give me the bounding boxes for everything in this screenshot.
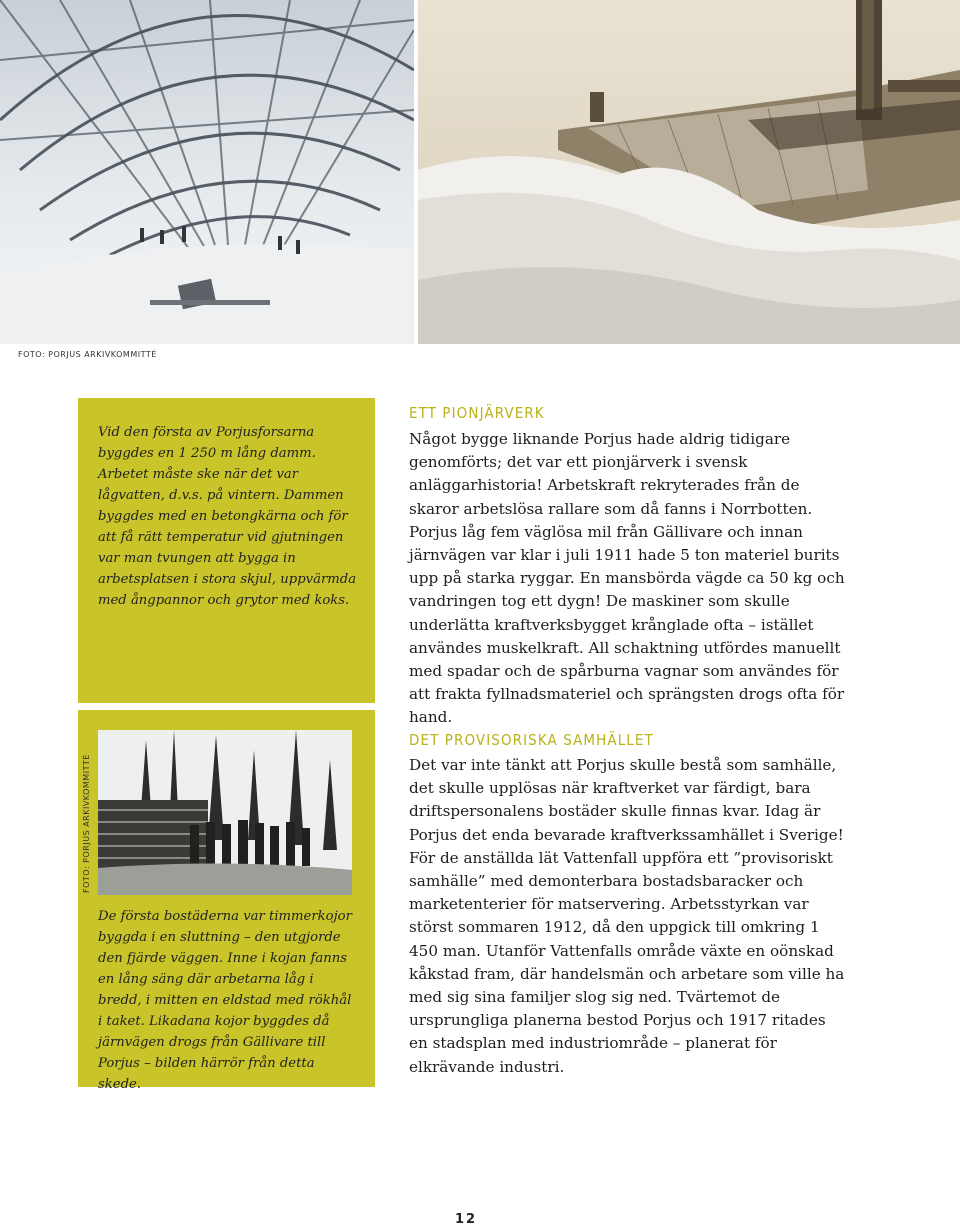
photo-credit: FOTO: PORJUS ARKIVKOMMITTÉ: [18, 350, 157, 359]
section-body-provisional: Det var inte tänkt att Porjus skulle bestå som samhälle, det skulle upplösas när kraftverket var färdigt, bara driftspersonalens bostäder skulle finnas kvar. Idag är Porjus det enda bevarade kraftverkssamhället i Sverige! För de anställda lät Vattenfall uppföra ett ”provisoriskt samhälle” med demonterbara bostadsbaracker och marketenterier för matservering. Arbetsstyrkan var störst sommaren 1912, då den uppgick till omkring 1 450 man. Utanför Vattenfalls område växte en oönskad kåkstad fram, där handelsmän och arbetare som ville ha med sig sina familjer slog sig ned. Tvärtemot de ursprungliga planerna bestod Porjus och 1917 ritades en stadsplan med industriområde – planerat för elkrävande industri.: [409, 756, 845, 1076]
construction-shed-photo: [0, 0, 414, 344]
log-cabin-workers-photo: [98, 730, 352, 895]
section-heading-pioneer: ETT PIONJÄRVERK: [409, 404, 545, 422]
dam-photo: [418, 0, 960, 344]
caption-log-cabins: De första bostäderna var timmerkojor byggda i en sluttning – den utgjorde den fjärde väggen. Inne i kojan fanns en lång säng där arbetarna låg i bredd, i mitten en eldstad med rökhål i taket. Likadana kojor byggdes då järnvägen drogs från Gällivare till Porjus – bilden härrör från detta skede.: [98, 909, 352, 1092]
section-heading-provisional: DET PROVISORISKA SAMHÄLLET: [409, 731, 654, 749]
photo-credit-vertical: FOTO: PORJUS ARKIVKOMMITTÉ: [82, 754, 91, 893]
caption-dam-construction: Vid den första av Porjusforsarna byggdes en 1 250 m lång damm. Arbetet måste ske när det var lågvatten, d.v.s. på vintern. Dammen byggdes med en betongkärna och för att få rätt temperatur vid gjutningen var man tvungen att bygga in arbetsplatsen i stora skjul, uppvärmda med ångpannor och grytor med koks.: [98, 425, 357, 608]
page-number: 12: [455, 1212, 478, 1227]
section-body-pioneer: Något bygge liknande Porjus hade aldrig tidigare genomförts; det var ett pionjärverk i svensk anläggarhistoria! Arbetskraft rekryterades från de skaror arbetslösa rallare som då fanns i Norrbotten. Porjus låg fem väglösa mil från Gällivare och innan järnvägen var klar i juli 1911 hade 5 ton materiel burits upp på starka ryggar. En mansbörda vägde ca 50 kg och vandringen tog ett dygn! De maskiner som skulle underlätta kraftverksbygget krånglade ofta – istället användes muskelkraft. All schaktning utfördes manuellt med spadar och de spårburna vagnar som användes för att frakta fyllnadsmateriel och sprängsten drogs ofta för hand.: [409, 430, 845, 727]
